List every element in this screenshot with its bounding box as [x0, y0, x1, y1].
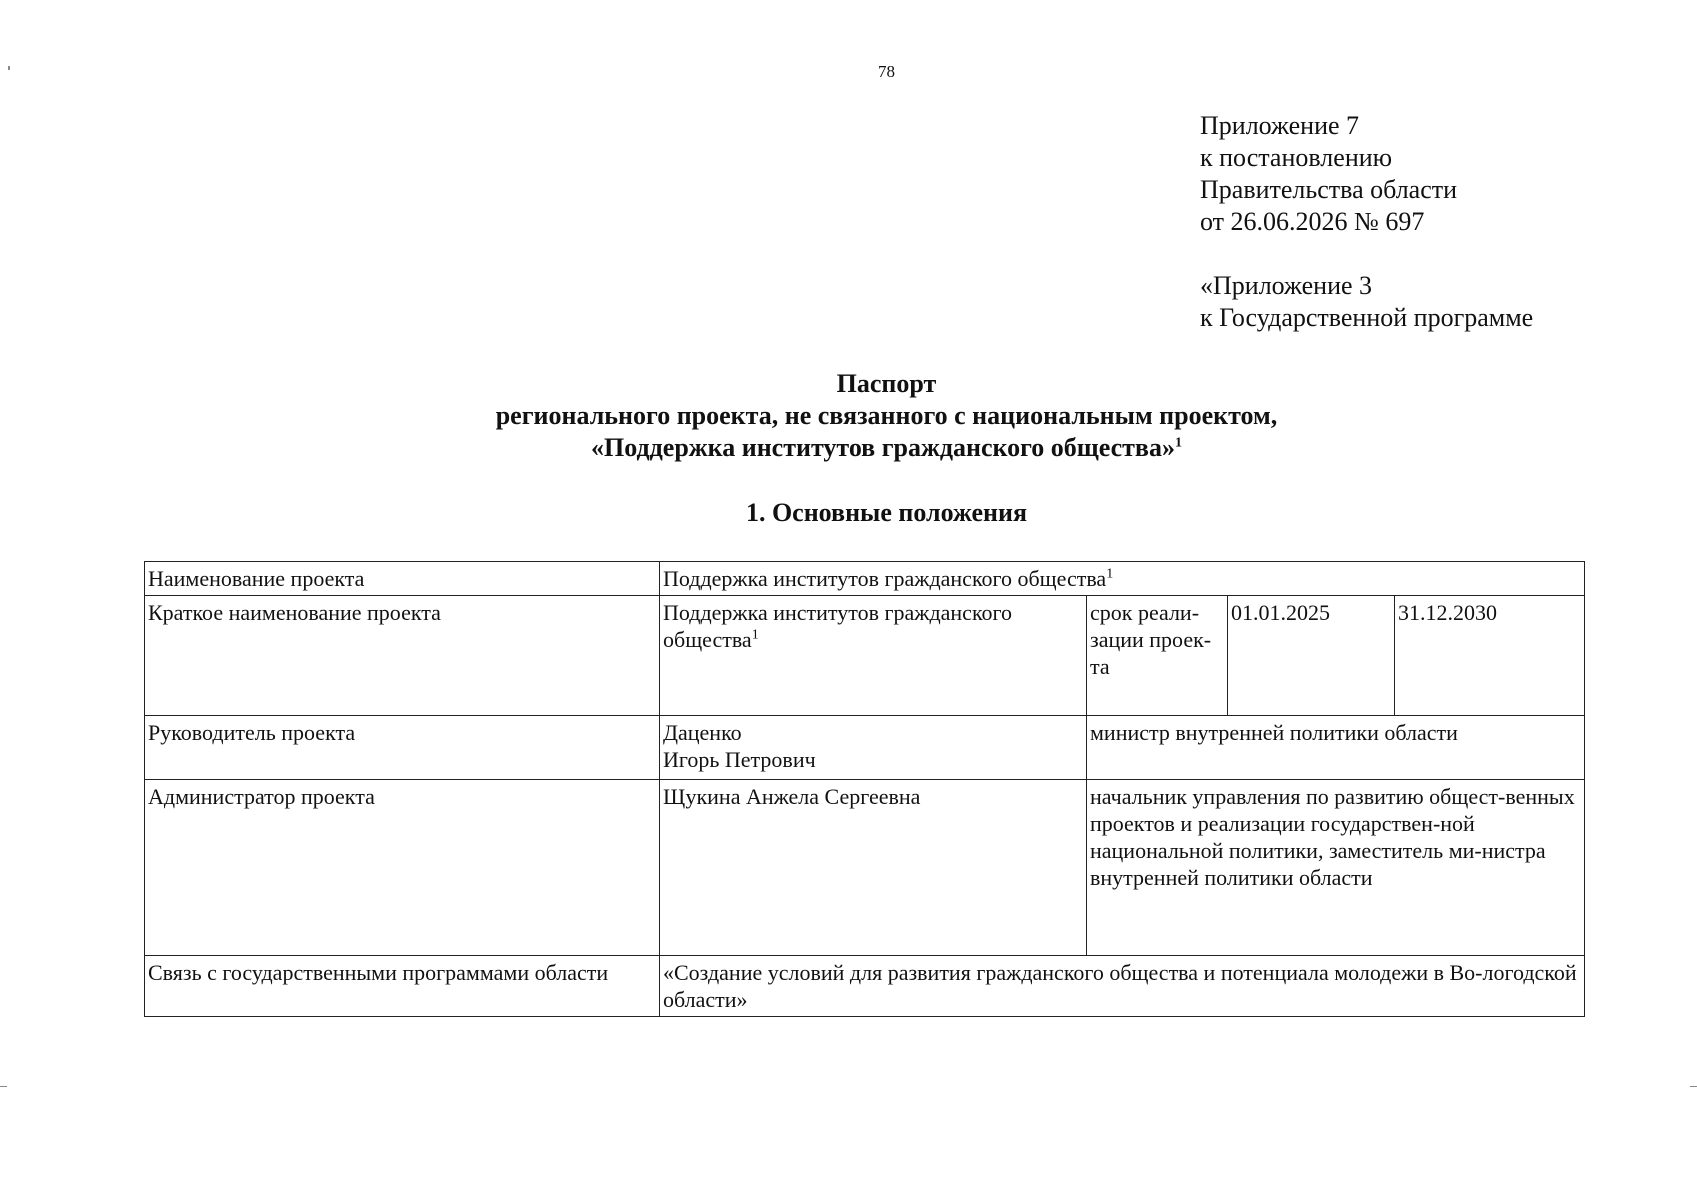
- table-row-project-head: [145, 716, 1585, 780]
- appendix-3-title: «Приложение 3: [1200, 271, 1373, 300]
- appendix-7-title: Приложение 7: [1200, 111, 1360, 140]
- table-row-program-link: [145, 956, 1585, 1017]
- document-title: [0, 368, 1697, 464]
- project-admin-label: Администратор проекта: [145, 780, 660, 956]
- scan-edge-mark: [0, 1086, 7, 1087]
- table-row-short-name: [145, 596, 1585, 716]
- footnote-mark: 1: [1106, 566, 1114, 582]
- project-name-value: [660, 562, 1585, 596]
- footnote-mark: 1: [751, 627, 759, 643]
- end-date: 31.12.2030: [1395, 596, 1585, 716]
- passport-table: [144, 561, 1585, 1017]
- project-head-given-names: Игорь Петрович: [663, 747, 816, 772]
- start-date: 01.01.2025: [1228, 596, 1395, 716]
- title-project-kind: регионального проекта, не связанного с национальным проектом,: [495, 401, 1278, 430]
- section-heading: 1. Основные положения: [745, 498, 1028, 527]
- appendix-7-government: Правительства области: [1200, 175, 1458, 204]
- program-link-value: «Создание условий для развития гражданского общества и потенциала молодежи в Во-логодской области»: [660, 956, 1585, 1017]
- project-head-surname: Даценко: [663, 720, 742, 745]
- project-name-text: Поддержка институтов гражданского общества: [663, 566, 1107, 591]
- footnote-mark: 1: [1174, 435, 1182, 451]
- appendix-3-program: к Государственной программе: [1200, 303, 1534, 332]
- table-row-project-name: [145, 562, 1585, 596]
- title-passport: Паспорт: [836, 369, 937, 398]
- short-name-label: Краткое наименование проекта: [145, 596, 660, 716]
- appendix-spacer: [1200, 238, 1533, 270]
- scan-edge-mark: [1690, 1086, 1697, 1087]
- term-label: срок реали-зации проек-та: [1087, 596, 1228, 716]
- title-project-name-text: «Поддержка институтов гражданского общества»: [591, 433, 1175, 462]
- appendix-block: [1200, 110, 1533, 334]
- short-name-value: [660, 596, 1087, 716]
- page-number: 78: [878, 62, 895, 81]
- appendix-7-resolution: к постановлению: [1200, 143, 1393, 172]
- project-head-name: [660, 716, 1087, 780]
- project-admin-position: начальник управления по развитию общест-венных проектов и реализации государствен-ной национальной политики, заместитель ми-нистра внутренней политики области: [1087, 780, 1585, 956]
- project-admin-name: Щукина Анжела Сергеевна: [660, 780, 1087, 956]
- program-link-label: Связь с государственными программами области: [145, 956, 660, 1017]
- project-head-label: Руководитель проекта: [145, 716, 660, 780]
- table-row-project-admin: [145, 780, 1585, 956]
- appendix-7-date-number: от 26.06.2026 № 697: [1200, 207, 1425, 236]
- short-name-text: Поддержка институтов гражданского общества: [663, 600, 1012, 652]
- project-head-position: министр внутренней политики области: [1087, 716, 1585, 780]
- project-name-label: Наименование проекта: [145, 562, 660, 596]
- title-project-name: [0, 432, 1697, 464]
